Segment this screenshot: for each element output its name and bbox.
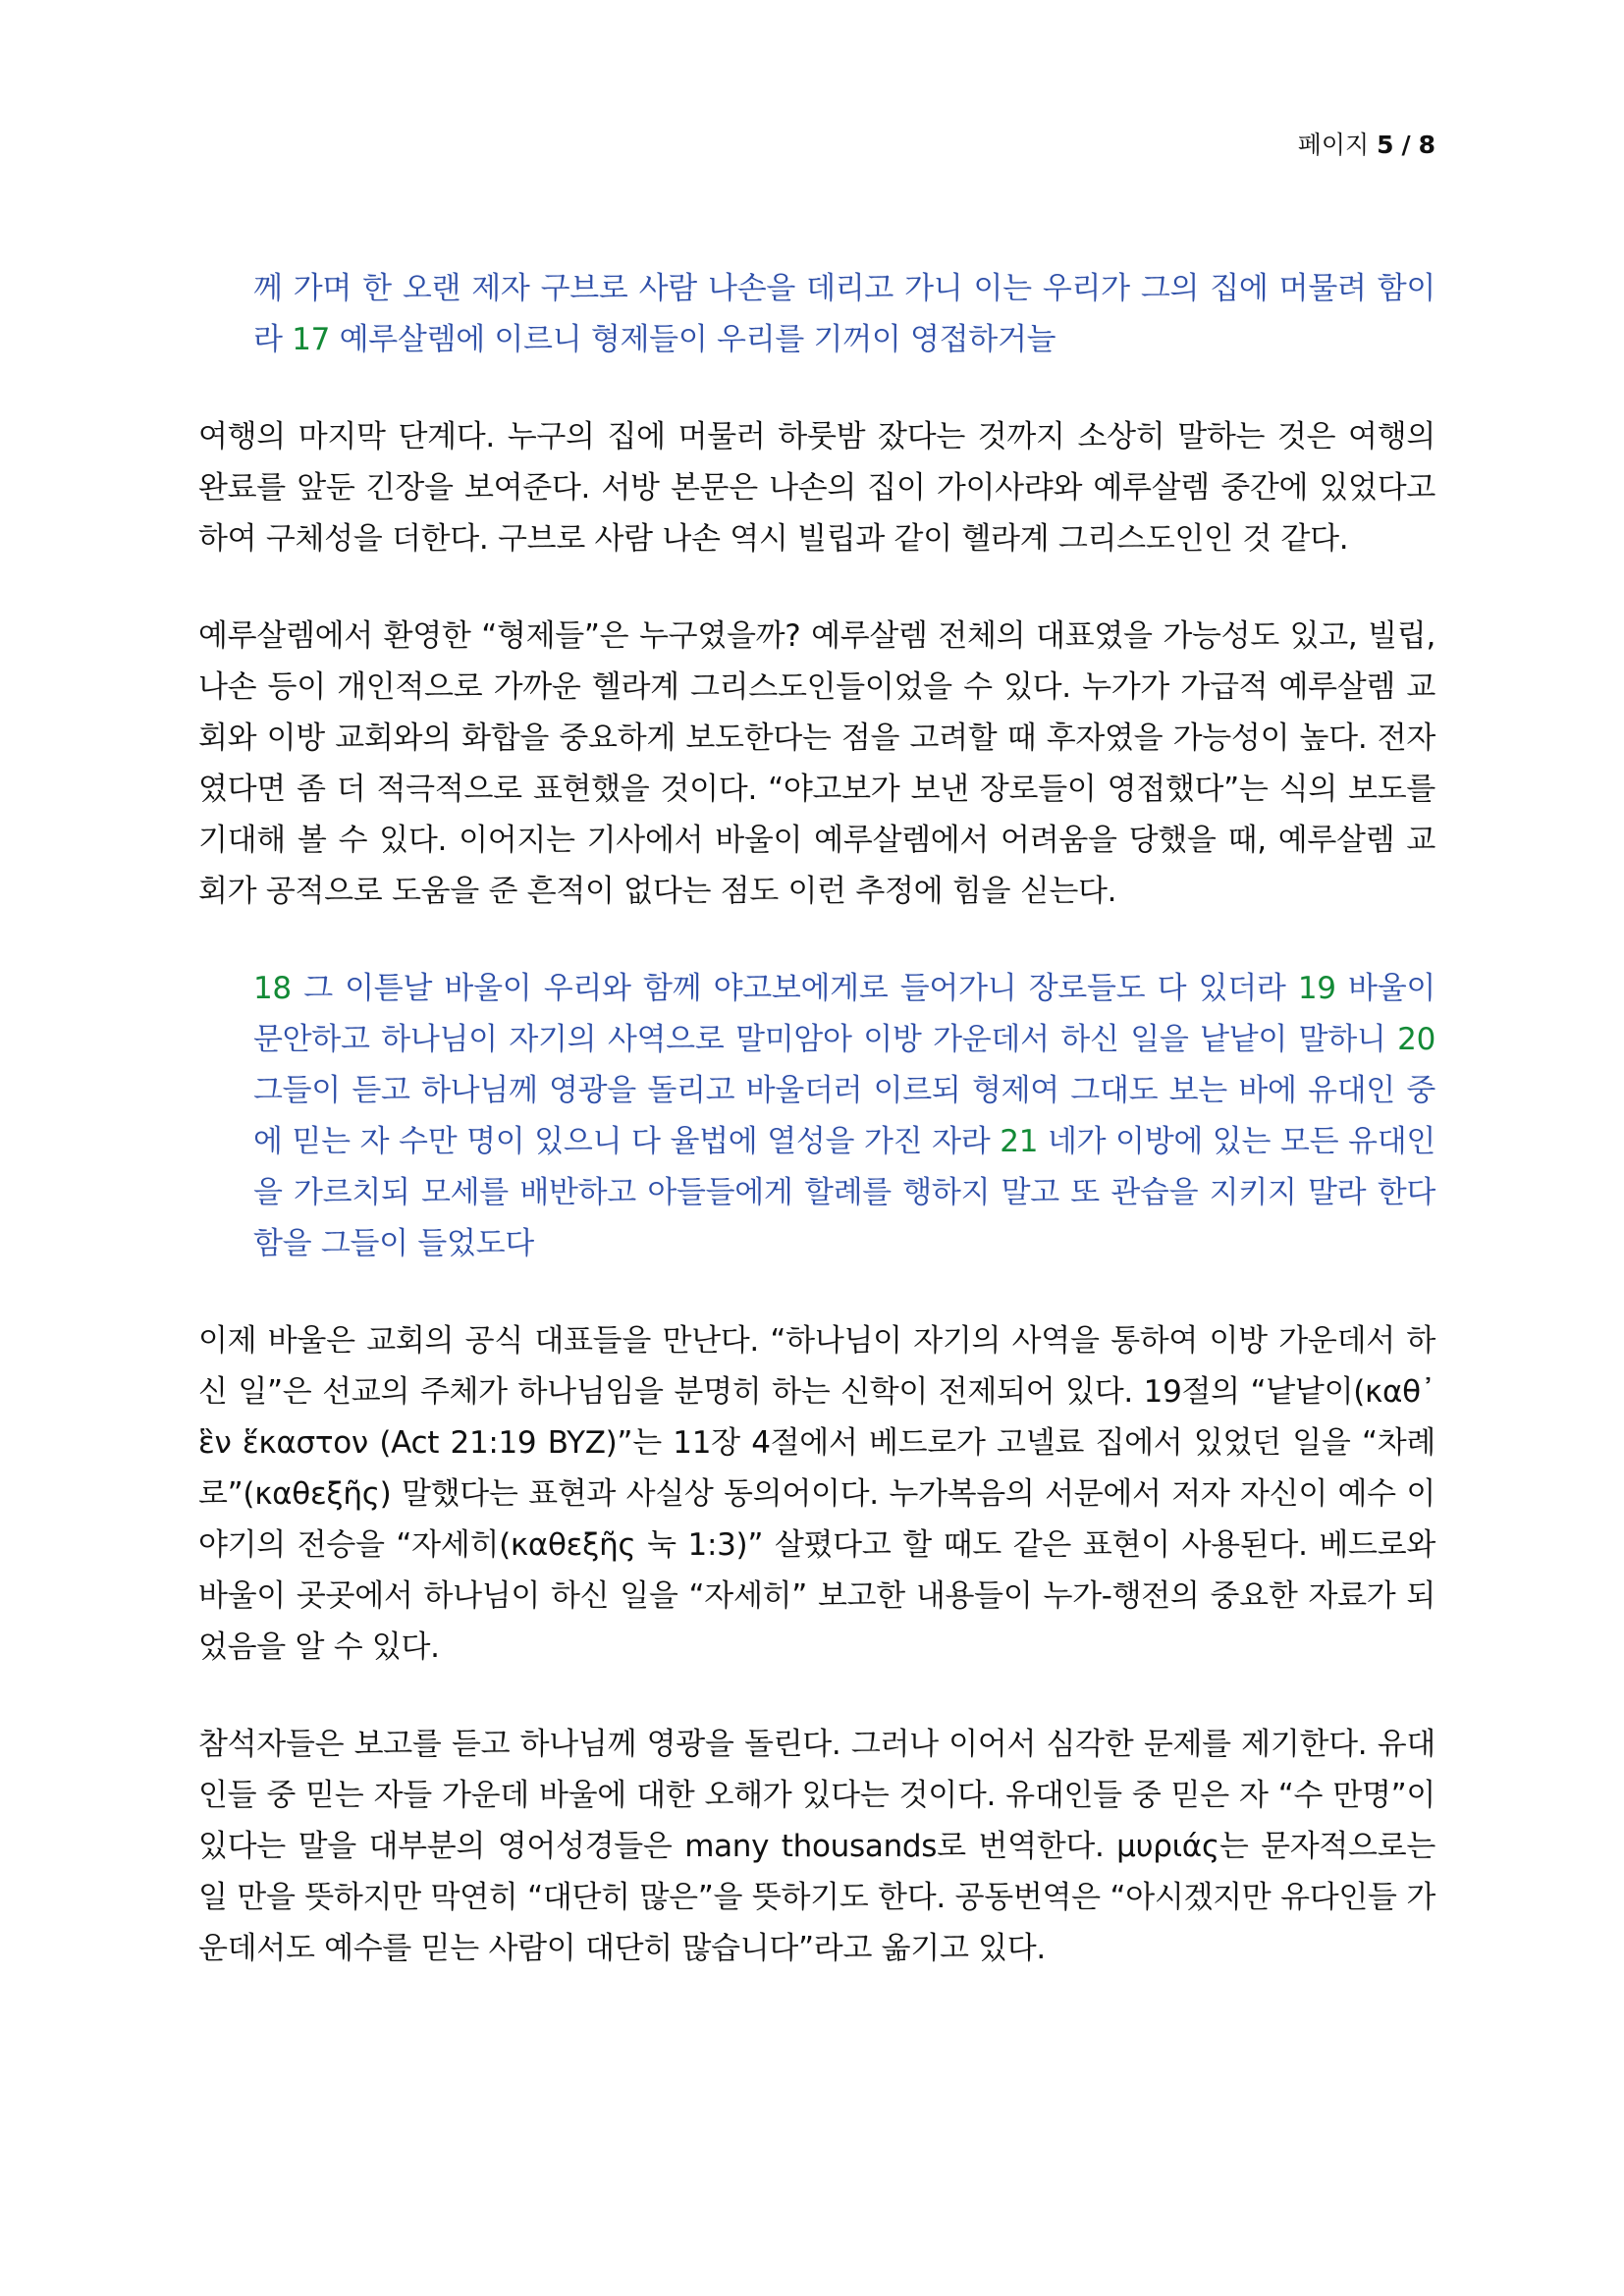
quote-text: 그들이 듣고 하나님께 영광을 돌리고 바울더러 이르되 형제여 그대도 보는 바에 유대인 중에 믿는 자 수만 명이 있으니 다 율법에 열성을 가진 자라 [253,1073,1435,1159]
quote-text: 네가 이방에 있는 모든 유대인을 가르치되 모세를 배반하고 아들들에게 할례를 행하지 말고 또 관습을 지키지 말라 한다 함을 그들이 들었도다 [253,1124,1435,1261]
verse-number: 21 [1000,1124,1039,1159]
scripture-quote [253,263,1435,365]
commentary-paragraph: 여행의 마지막 단계다. 누구의 집에 머물러 하룻밤 잤다는 것까지 소상히 말하는 것은 여행의 완료를 앞둔 긴장을 보여준다. 서방 본문은 나손의 집이 가이사랴와 예루살렘 중간에 있었다고 하여 구체성을 더한다. 구브로 사람 나손 역시 빌립과 같이 헬라계 그리스도인인 것 같다. [198,419,1435,557]
total-page-count: 8 [1418,131,1435,159]
verse-number: 19 [1297,971,1336,1006]
document-body [198,263,1435,2020]
commentary-paragraph: 참석자들은 보고를 듣고 하나님께 영광을 돌린다. 그러나 이어서 심각한 문제를 제기한다. 유대인들 중 믿는 자들 가운데 바울에 대한 오해가 있다는 것이다. 유대인들 중 믿은 자 “수 만명”이 있다는 말을 대부분의 영어성경들은 many thousands로 번역한다. μυριάς는 문자적으로는 일 만을 뜻하지만 막연히 “대단히 많은”을 뜻하기도 한다. 공동번역은 “아시겠지만 유다인들 가운데서도 예수를 믿는 사람이 대단히 많습니다”라고 옮기고 있다. [198,1727,1435,1966]
verse-number: 17 [292,322,331,357]
commentary-paragraph: 이제 바울은 교회의 공식 대표들을 만난다. “하나님이 자기의 사역을 통하여 이방 가운데서 하신 일”은 선교의 주체가 하나님임을 분명히 하는 신학이 전제되어 있다. 19절의 “낱낱이(καθ᾽ ἓν ἕκαστον (Act 21:19 BYZ)”는 11장 4절에서 베드로가 고넬료 집에서 있었던 일을 “차례로”(καθεξῆς) 말했다는 표현과 사실상 동의어이다. 누가복음의 서문에서 저자 자신이 예수 이야기의 전승을 “자세히(καθεξῆς 눅 1:3)” 살폈다고 할 때도 같은 표현이 사용된다. 베드로와 바울이 곳곳에서 하나님이 하신 일을 “자세히” 보고한 내용들이 누가-행전의 중요한 자료가 되었음을 알 수 있다. [198,1323,1435,1665]
quote-text: 께 가며 한 오랜 제자 구브로 사람 나손을 데리고 가니 이는 우리가 그의 집에 머물려 함이라 [253,271,1435,357]
quote-text: 그 이튿날 바울이 우리와 함께 야고보에게로 들어가니 장로들도 다 있더라 [291,971,1298,1006]
page-separator: / [1401,131,1411,159]
page-label: 페이지 [1297,131,1370,159]
verse-number: 20 [1397,1022,1435,1057]
scripture-quote [253,963,1435,1269]
verse-number: 18 [253,971,292,1006]
current-page-number: 5 [1377,131,1394,159]
quote-text: 바울이 문안하고 하나님이 자기의 사역으로 말미암아 이방 가운데서 하신 일을 낱낱이 말하니 [253,971,1435,1057]
commentary-paragraph: 예루살렘에서 환영한 “형제들”은 누구였을까? 예루살렘 전체의 대표였을 가능성도 있고, 빌립, 나손 등이 개인적으로 가까운 헬라계 그리스도인들이었을 수 있다. 누가가 가급적 예루살렘 교회와 이방 교회와의 화합을 중요하게 보도한다는 점을 고려할 때 후자였을 가능성이 높다. 전자였다면 좀 더 적극적으로 표현했을 것이다. “야고보가 보낸 장로들이 영접했다”는 식의 보도를 기대해 볼 수 있다. 이어지는 기사에서 바울이 예루살렘에서 어려움을 당했을 때, 예루살렘 교회가 공적으로 도움을 준 흔적이 없다는 점도 이런 추정에 힘을 싣는다. [198,618,1435,909]
quote-text: 예루살렘에 이르니 형제들이 우리를 기꺼이 영접하거늘 [330,322,1056,357]
page-number-header [1298,126,1435,161]
